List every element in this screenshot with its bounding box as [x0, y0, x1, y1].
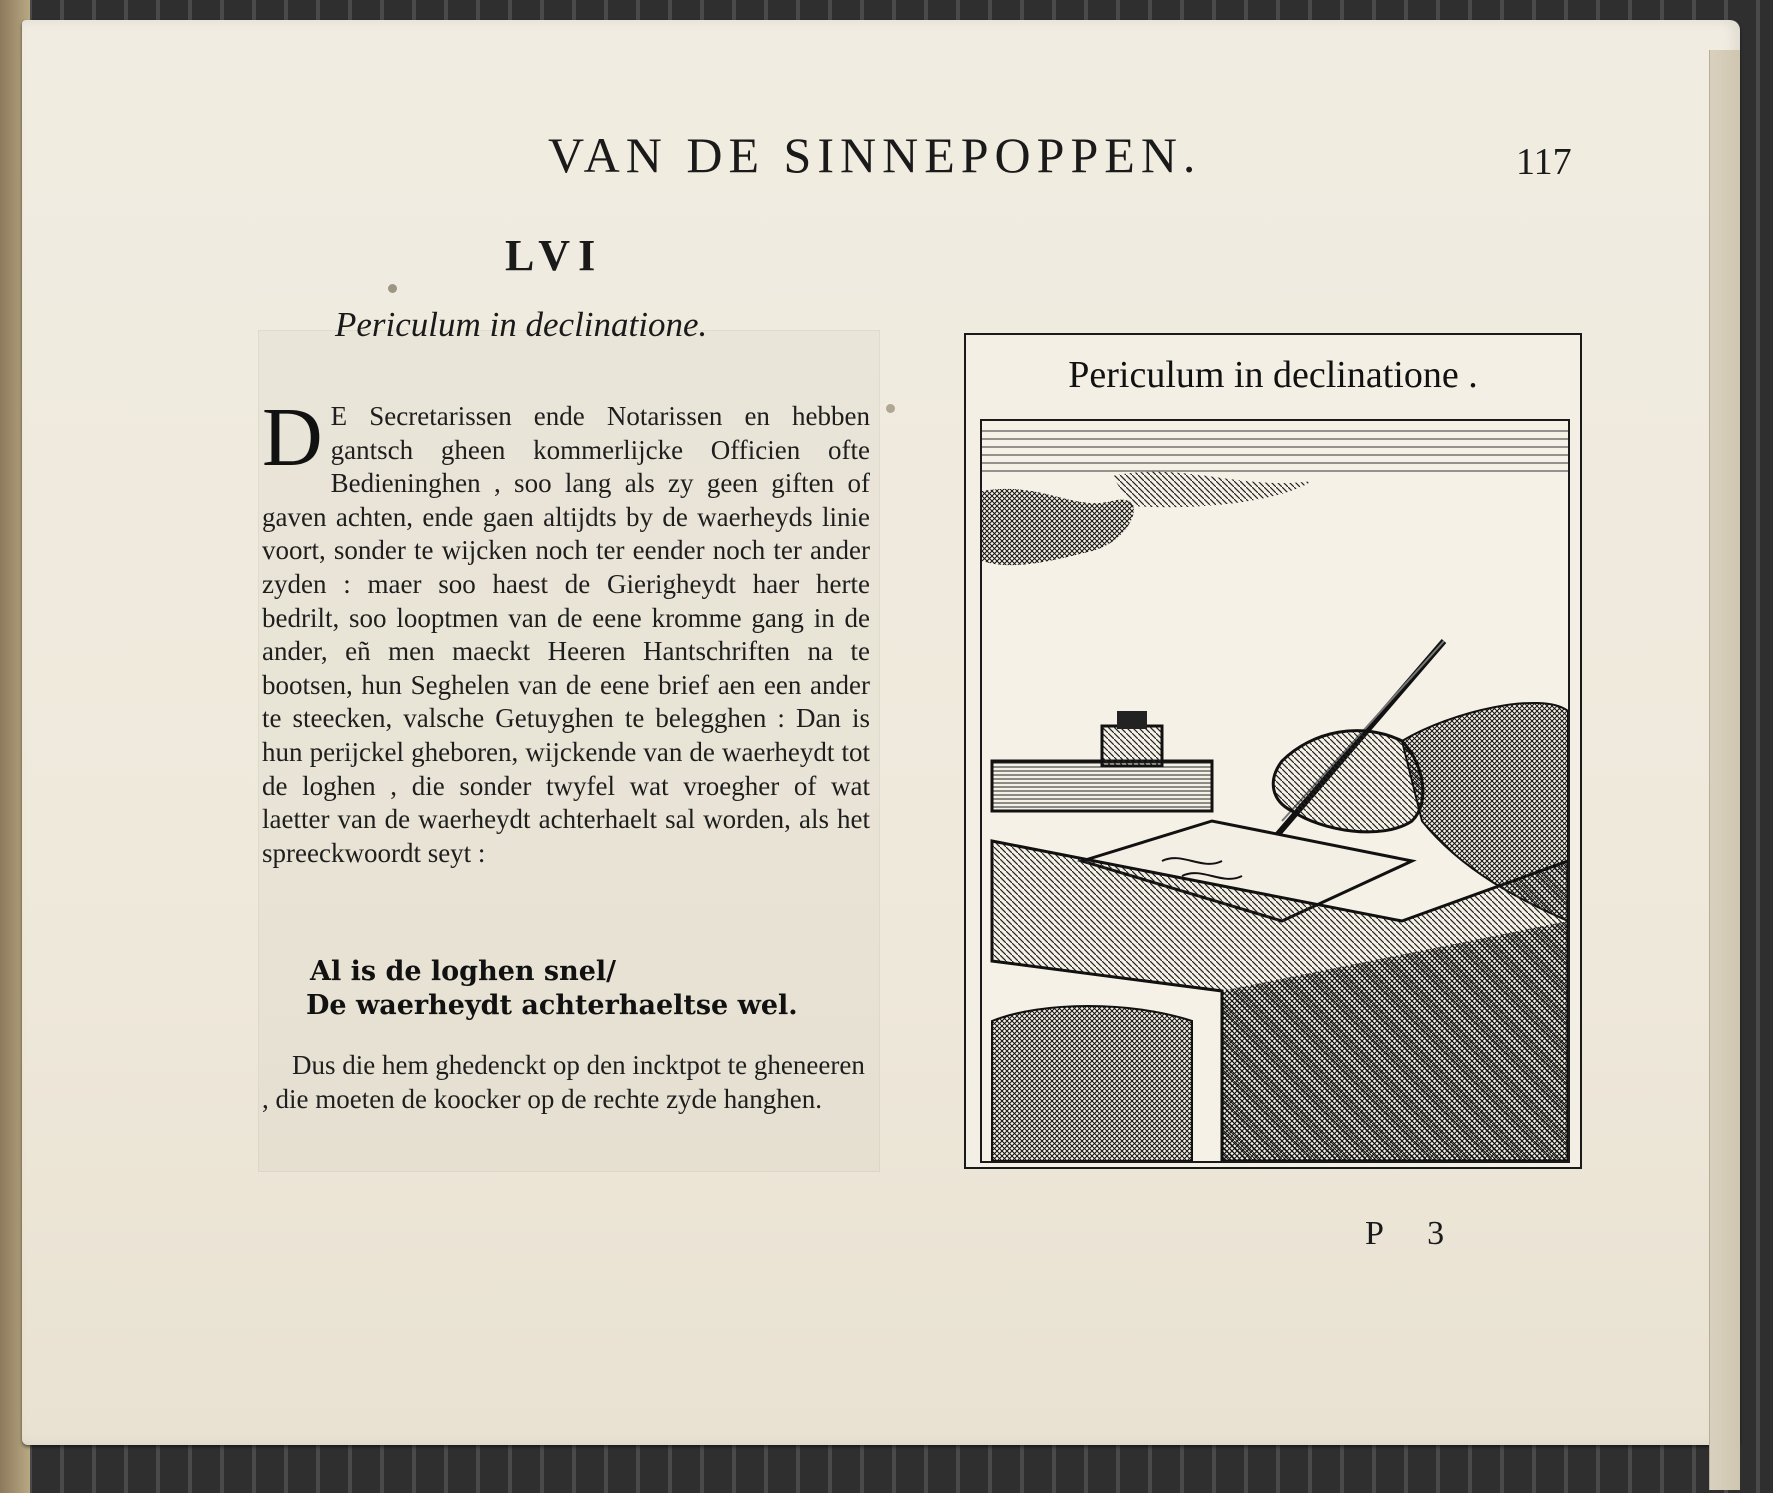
cloud	[982, 489, 1134, 565]
proverb-line-2: De waerheydt achterhaeltse wel.	[306, 990, 798, 1021]
paragraph-text: E Secretarissen ende Notarissen en hebben gantsch gheen kommerlijcke Officien ofte Bedieninghen , soo lang als zy geen giften of gaven achten, ende gaen altijdts by de waerheyds linie voort, sonder te wijcken noch ter eender noch ter ander zyden : maer soo haest de Gierigheydt haer herte bedrilt, soo looptmen van de eene kromme gang in de ander, eñ men maeckt Heeren Hantschriften na te bootsen, hun Seghelen van de eene brief aen een ander te steecken, valsche Getuyghen te belegghen : Dan is hun perijckel gheboren, wijckende van de waerheydt tot de loghen , die sonder twyfel wat vroegher of wat laetter van de waerheydt achterhaelt sal worden, als het spreeckwoordt seyt :	[262, 401, 870, 868]
paper-speck	[886, 404, 895, 413]
page-fore-edge	[1709, 50, 1740, 1490]
proverb-line-1: Al is de loghen snel/	[310, 956, 617, 987]
desk-arch	[992, 1006, 1192, 1161]
engraving-image	[980, 419, 1570, 1163]
sky-lines	[982, 431, 1568, 471]
signature-mark: P 3	[1365, 1215, 1463, 1252]
engraving-caption: Periculum in declinatione .	[1068, 354, 1478, 396]
proverb	[306, 955, 850, 1023]
ink-stand	[992, 711, 1212, 811]
body-paragraph	[262, 391, 870, 870]
cloud-2	[1112, 472, 1312, 508]
drop-cap: D	[262, 391, 323, 484]
page-number: 117	[1516, 141, 1572, 183]
emblem-motto: Periculum in declinatione.	[335, 305, 708, 344]
paper-speck	[388, 284, 397, 293]
engraving-plate	[964, 333, 1582, 1169]
engraving-illustration	[982, 421, 1568, 1161]
running-head: VAN DE SINNEPOPPEN.	[548, 127, 1202, 183]
emblem-number: LVI	[505, 231, 604, 280]
closing-paragraph: Dus die hem ghedenckt op den incktpot te gheneeren , die moeten de koocker op de rechte zyde hanghen.	[262, 1050, 865, 1114]
